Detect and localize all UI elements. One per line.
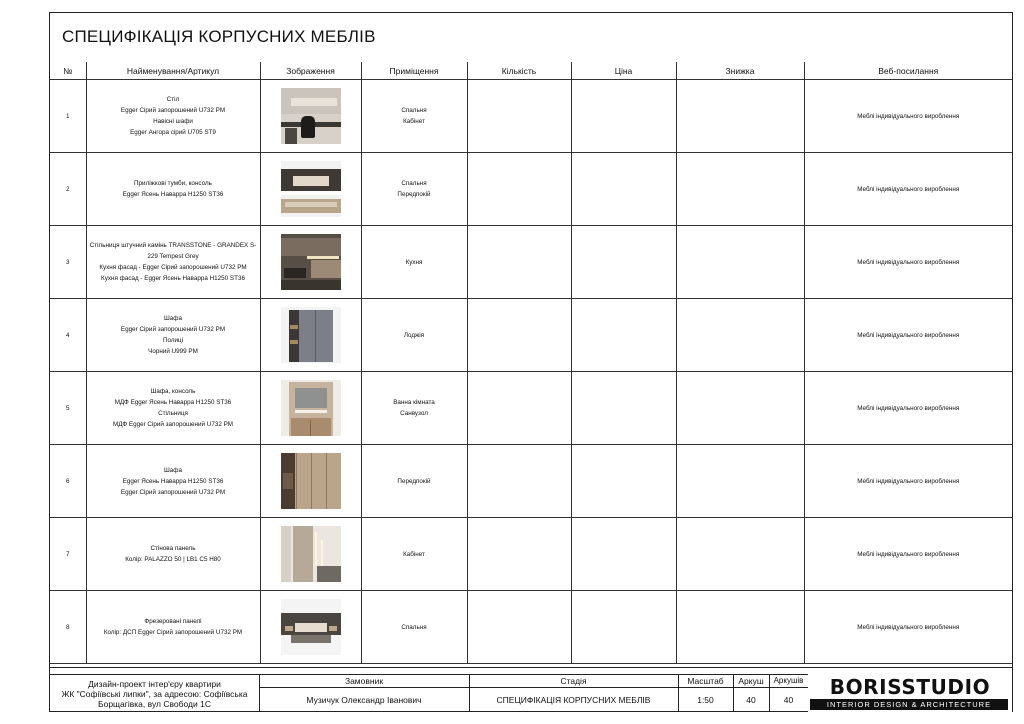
row-discount [676, 372, 804, 445]
row-num: 7 [50, 518, 86, 591]
row-name: Стінова панель Колір: PALAZZO 50 | LB1 C5 H80 [86, 518, 260, 591]
row-qty [467, 372, 571, 445]
row-num: 2 [50, 153, 86, 226]
row-room: Спальня Кабінет [361, 80, 467, 153]
row-price [571, 299, 676, 372]
row-link: Меблі індивідуального вироблення [804, 372, 1012, 445]
desk-photo [281, 88, 341, 144]
row-num: 3 [50, 226, 86, 299]
row-room: Спальня Передпокій [361, 153, 467, 226]
page-title: СПЕЦИФІКАЦІЯ КОРПУСНИХ МЕБЛІВ [62, 27, 376, 46]
row-price [571, 80, 676, 153]
row-qty [467, 445, 571, 518]
table-row [50, 80, 1012, 153]
row-price [571, 445, 676, 518]
row-discount [676, 226, 804, 299]
row-price [571, 591, 676, 664]
row-qty [467, 518, 571, 591]
row-qty [467, 591, 571, 664]
row-link: Меблі індивідуального вироблення [804, 591, 1012, 664]
project-description: Дизайн-проект інтер'єру квартири ЖК "Софіївські липки", за адресою: Софіївська Борщагівка, вул Свободи 1С [61, 679, 248, 709]
row-discount [676, 299, 804, 372]
row-image [260, 226, 361, 299]
col-header-name: Найменування/Артикул [86, 62, 260, 80]
bedroom-photo [281, 599, 341, 655]
row-room: Ванна кімната Санвузол [361, 372, 467, 445]
client-label: Замовник [344, 675, 384, 686]
row-qty [467, 226, 571, 299]
row-link: Меблі індивідуального вироблення [804, 518, 1012, 591]
table-row [50, 445, 1012, 518]
row-image [260, 153, 361, 226]
client-name: Музичук Олександр Іванович [306, 694, 422, 705]
row-image [260, 518, 361, 591]
sheets-total-label: Аркушів [773, 676, 804, 685]
row-name: Фрезеровані панелі Колір: ДСП Egger Сірий запорошений U732 PM [86, 591, 260, 664]
row-room: Лоджія [361, 299, 467, 372]
row-name: Стільниця штучний камінь TRANSSTONE - GRANDEX S-229 Tempest Grey Кухня фасад - Egger Сірий запорошений U732 PM Кухня фасад - Egger Ясень Наварра H1250 ST36 [86, 226, 260, 299]
col-header-num: № [50, 62, 86, 80]
row-qty [467, 299, 571, 372]
row-image [260, 445, 361, 518]
row-link: Меблі індивідуального вироблення [804, 153, 1012, 226]
row-name: Стіл Egger Сірий запорошений U732 PM Навісні шафи Egger Ангора сірий U705 ST9 [86, 80, 260, 153]
row-num: 4 [50, 299, 86, 372]
row-discount [676, 153, 804, 226]
row-discount [676, 591, 804, 664]
row-name: Шафа Egger Ясень Наварра H1250 ST36 Egger Сірий запорошений U732 PM [86, 445, 260, 518]
row-discount [676, 518, 804, 591]
title-block [50, 667, 1012, 712]
scale-label: Масштаб [687, 675, 724, 686]
bathroom-photo [281, 380, 341, 436]
table-row [50, 153, 1012, 226]
row-discount [676, 445, 804, 518]
col-header-link: Веб-посилання [804, 62, 1012, 80]
bedroom-photo [281, 161, 341, 217]
row-price [571, 226, 676, 299]
col-header-price: Ціна [571, 62, 676, 80]
table-row [50, 372, 1012, 445]
hallway-photo [281, 453, 341, 509]
sheets-total-value: 40 [783, 694, 794, 705]
row-num: 8 [50, 591, 86, 664]
row-price [571, 153, 676, 226]
stage-value: СПЕЦИФІКАЦІЯ КОРПУСНИХ МЕБЛІВ [496, 694, 651, 705]
col-header-image: Зображення [260, 62, 361, 80]
row-num: 1 [50, 80, 86, 153]
row-room: Спальня [361, 591, 467, 664]
kitchen-photo [281, 234, 341, 290]
table-row [50, 299, 1012, 372]
studio-tagline: INTERIOR DESIGN & ARCHITECTURE [810, 699, 1008, 710]
row-name: Шафа Egger Сірий запорошений U732 PM Полиці Чорний U999 PM [86, 299, 260, 372]
row-price [571, 372, 676, 445]
studio-name: BORISSTUDIO [829, 675, 991, 699]
col-header-qty: Кількість [467, 62, 571, 80]
row-image [260, 80, 361, 153]
wardrobe-photo [281, 307, 341, 363]
row-room: Кухня [361, 226, 467, 299]
row-price [571, 518, 676, 591]
table-header-row [50, 62, 1012, 80]
table-row [50, 518, 1012, 591]
row-room: Кабінет [361, 518, 467, 591]
sheet-label: Аркуш [738, 675, 764, 686]
row-name: Приліжкові тумби, консоль Egger Ясень Наварра H1250 ST36 [86, 153, 260, 226]
scale-value: 1:50 [697, 694, 714, 705]
table-row [50, 226, 1012, 299]
row-link: Меблі індивідуального вироблення [804, 299, 1012, 372]
row-qty [467, 80, 571, 153]
row-qty [467, 153, 571, 226]
stage-label: Стадія [560, 675, 587, 686]
col-header-room: Приміщення [361, 62, 467, 80]
col-header-discount: Знижка [676, 62, 804, 80]
drawing-sheet [49, 12, 1013, 712]
furniture-spec-table [50, 62, 1012, 664]
table-row [50, 591, 1012, 664]
row-image [260, 372, 361, 445]
row-image [260, 591, 361, 664]
row-link: Меблі індивідуального вироблення [804, 226, 1012, 299]
row-link: Меблі індивідуального вироблення [804, 445, 1012, 518]
row-discount [676, 80, 804, 153]
row-num: 6 [50, 445, 86, 518]
row-name: Шафа, консоль МДФ Egger Ясень Наварра H1250 ST36 Стільниця МДФ Egger Сірий запорошений U732 PM [86, 372, 260, 445]
row-num: 5 [50, 372, 86, 445]
row-image [260, 299, 361, 372]
studio-logo [808, 674, 1012, 712]
wall-panel-photo [281, 526, 341, 582]
row-link: Меблі індивідуального вироблення [804, 80, 1012, 153]
row-room: Передпокій [361, 445, 467, 518]
sheet-value: 40 [746, 694, 756, 705]
